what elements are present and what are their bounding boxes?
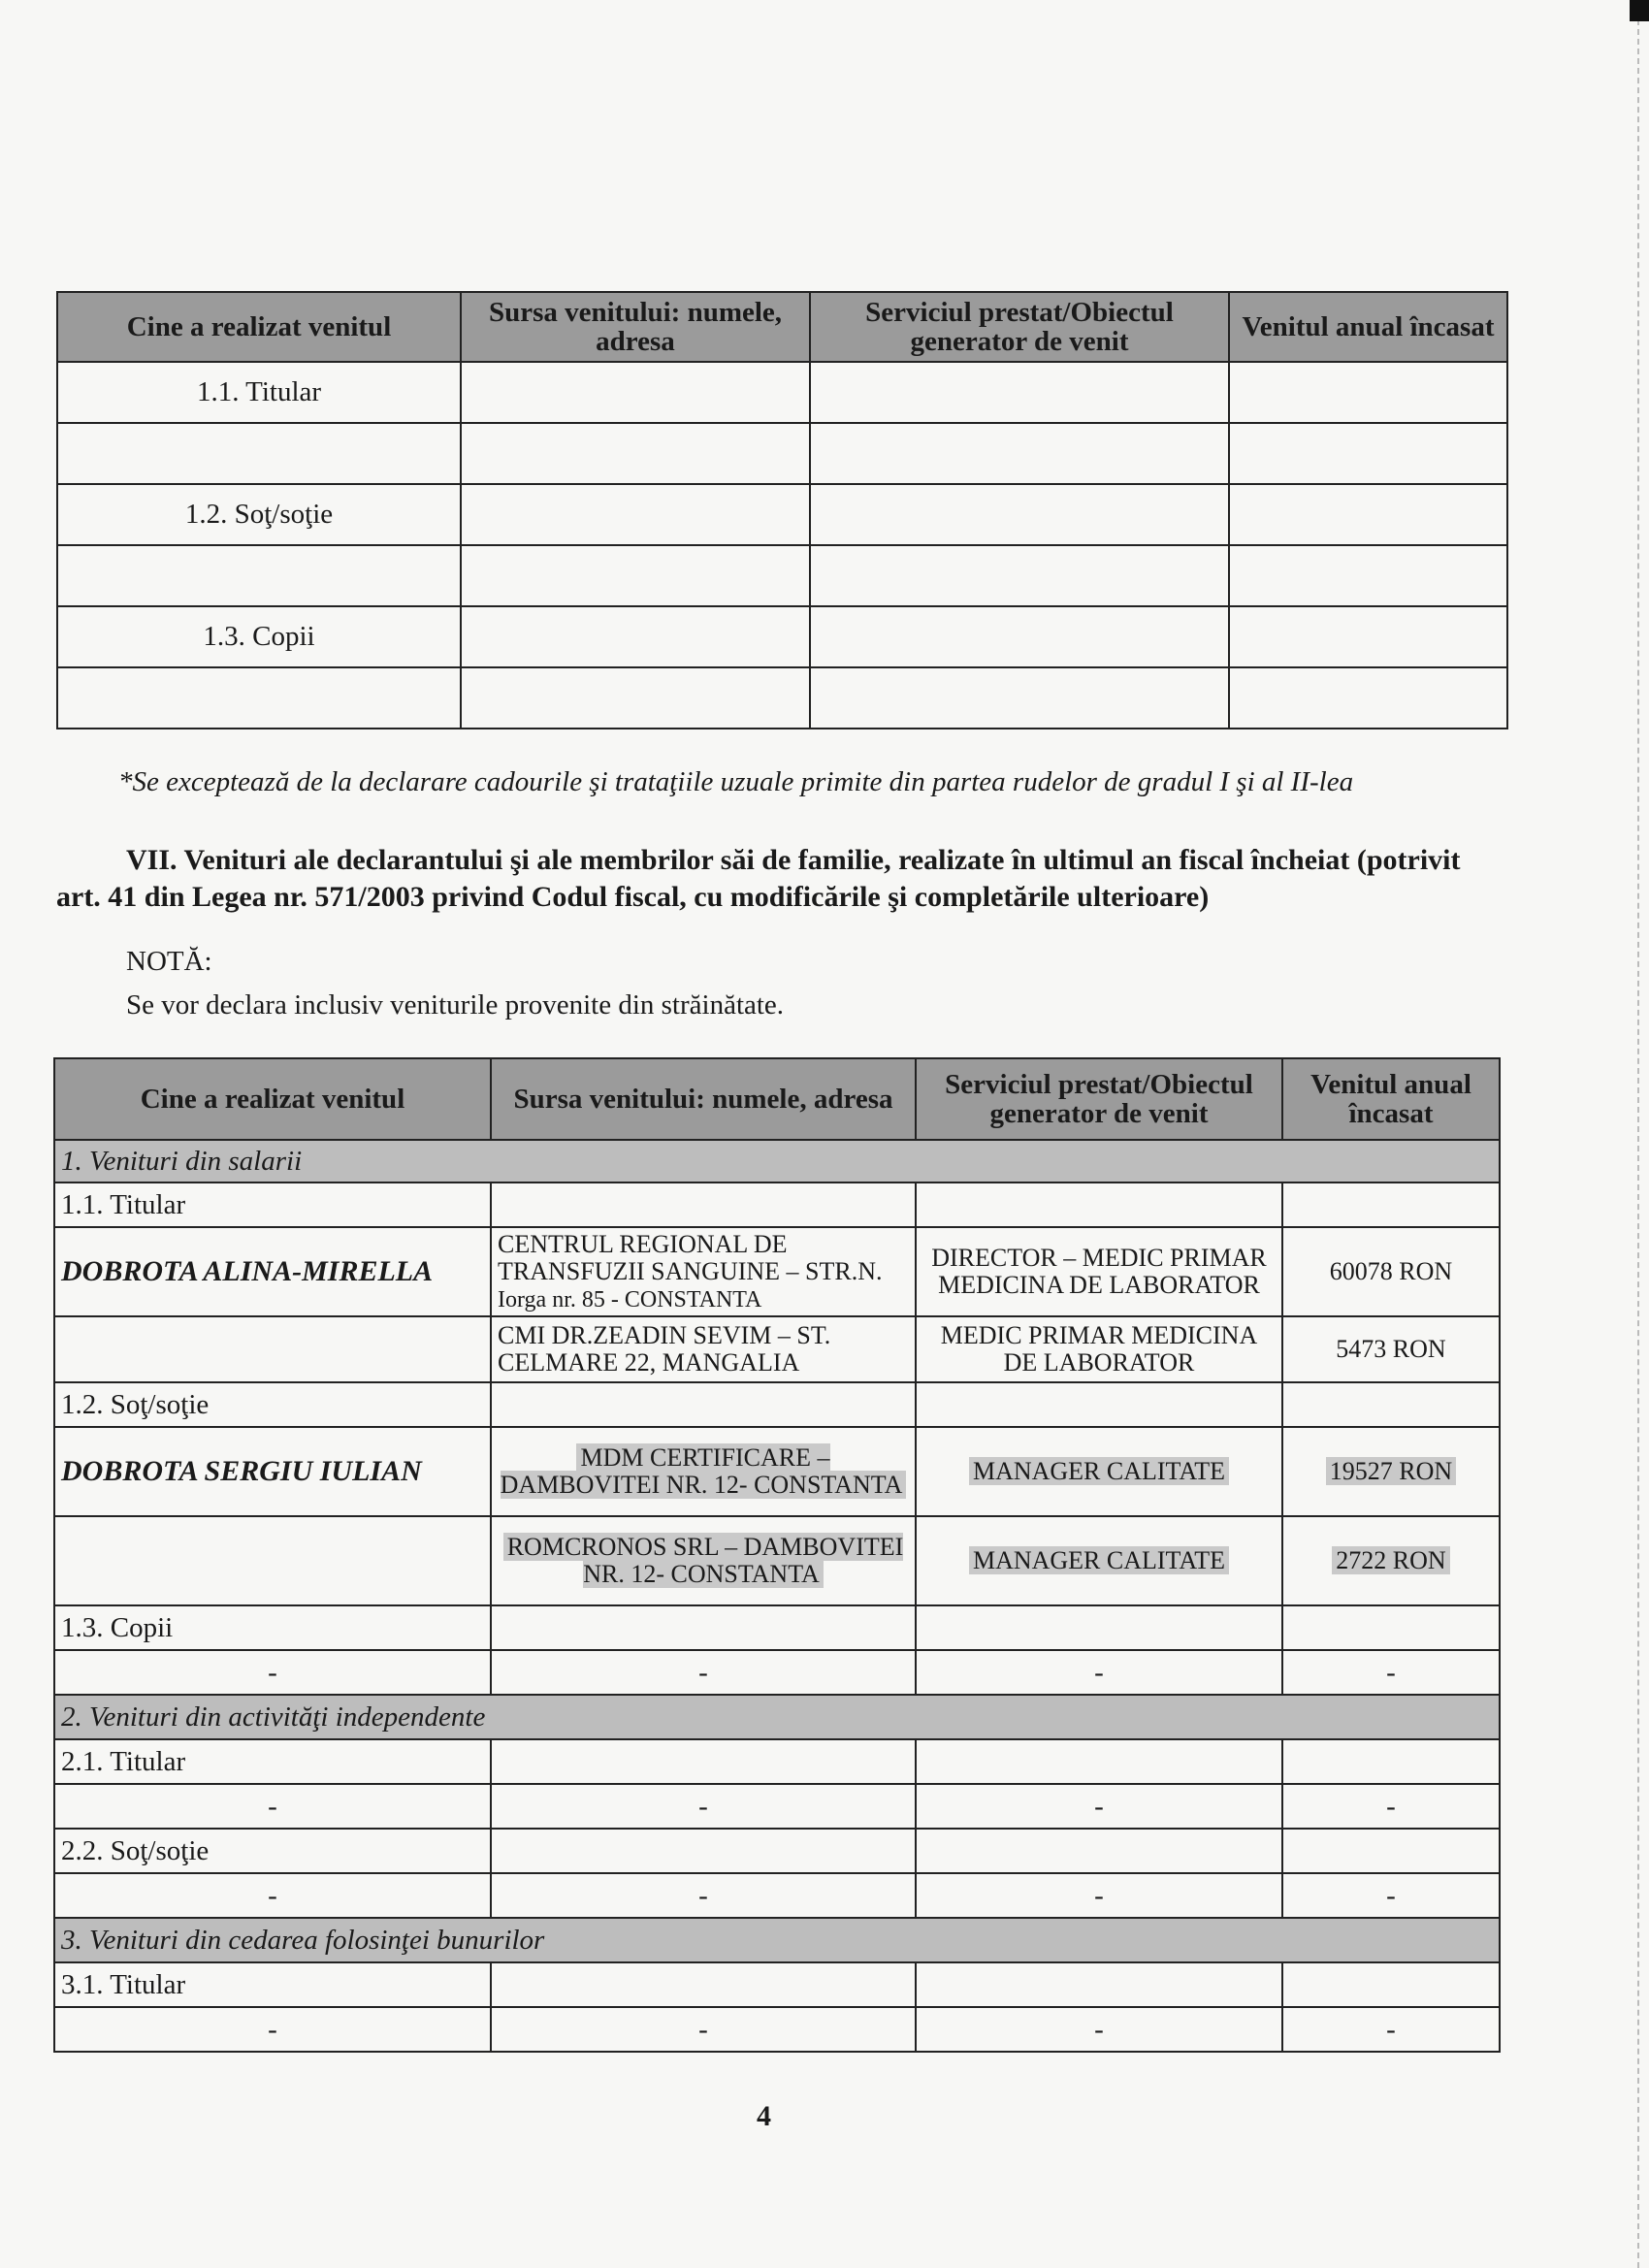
section-heading-text: VII. Venituri ale declarantului şi ale membrilor săi de familie, realizate în ultimul an fiscal încheiat (potrivit art. 41 din Legea nr. 571/2003 privind Codul fiscal, cu modificările şi completările ulterioare)	[56, 844, 1461, 913]
section-row	[54, 1918, 1500, 1962]
row-label: 2.1. Titular	[54, 1739, 491, 1784]
nota-title: NOTĂ:	[126, 946, 212, 977]
income-amount: 2722 RON	[1282, 1516, 1500, 1605]
scan-mark	[1630, 0, 1649, 21]
row-label: 1.3. Copii	[57, 606, 461, 667]
table-row	[57, 423, 1507, 484]
titular-name: DOBROTA ALINA-MIRELLA	[54, 1227, 491, 1316]
row-label: 3.1. Titular	[54, 1962, 491, 2007]
table-row: - - - -	[54, 1873, 1500, 1918]
table-row	[54, 1605, 1500, 1650]
table-row	[54, 1427, 1500, 1516]
table-row	[54, 1382, 1500, 1427]
income-amount: 19527 RON	[1282, 1427, 1500, 1516]
gifts-table	[56, 291, 1508, 729]
table-row	[57, 362, 1507, 423]
table-row	[54, 1962, 1500, 2007]
section-row	[54, 1140, 1500, 1183]
income-amount: 5473 RON	[1282, 1316, 1500, 1382]
table-row	[57, 606, 1507, 667]
spouse-name: DOBROTA SERGIU IULIAN	[54, 1427, 491, 1516]
table-row: - - - -	[54, 2007, 1500, 2052]
header-who: Cine a realizat venitul	[57, 292, 461, 362]
income-service: MANAGER CALITATE	[916, 1427, 1282, 1516]
header-service: Serviciul prestat/Obiectul generator de venit	[810, 292, 1229, 362]
page-number: 4	[757, 2100, 771, 2132]
gift-exception-note: *Se exceptează de la declarare cadourile şi trataţiile uzuale primite din partea rudelor de gradul I şi al II-lea	[118, 766, 1354, 797]
table-row	[57, 545, 1507, 606]
income-service: MEDIC PRIMAR MEDICINA DE LABORATOR	[916, 1316, 1282, 1382]
income-table	[53, 1057, 1501, 2053]
section-independent: 2. Venituri din activităţi independente	[54, 1695, 1500, 1739]
table-row: - - - -	[54, 1650, 1500, 1695]
income-service: DIRECTOR – MEDIC PRIMAR MEDICINA DE LABORATOR	[916, 1227, 1282, 1316]
table-row	[54, 1516, 1500, 1605]
table-header-row	[54, 1058, 1500, 1140]
table-row	[57, 667, 1507, 729]
table-row	[57, 484, 1507, 545]
table-row	[54, 1316, 1500, 1382]
section-row	[54, 1695, 1500, 1739]
nota-text: Se vor declara inclusiv veniturile provenite din străinătate.	[126, 989, 785, 1021]
row-label: 1.1. Titular	[54, 1183, 491, 1227]
table-row	[54, 1739, 1500, 1784]
row-label: 1.2. Soţ/soţie	[57, 484, 461, 545]
table-row	[54, 1829, 1500, 1873]
section-salaries: 1. Venituri din salarii	[54, 1140, 1500, 1183]
row-label: 2.2. Soţ/soţie	[54, 1829, 491, 1873]
income-source: MDM CERTIFICARE – DAMBOVITEI NR. 12- CONSTANTA	[491, 1427, 916, 1516]
header-source: Sursa venitului: numele, adresa	[461, 292, 810, 362]
table-row	[54, 1227, 1500, 1316]
header-source: Sursa venitului: numele, adresa	[491, 1058, 916, 1140]
income-source: ROMCRONOS SRL – DAMBOVITEI NR. 12- CONSTANTA	[491, 1516, 916, 1605]
header-income: Venitul anual încasat	[1229, 292, 1507, 362]
scan-edge	[1637, 0, 1649, 2268]
row-label: 1.1. Titular	[57, 362, 461, 423]
income-source: CMI DR.ZEADIN SEVIM – ST. CELMARE 22, MANGALIA	[491, 1316, 916, 1382]
income-service: MANAGER CALITATE	[916, 1516, 1282, 1605]
header-service: Serviciul prestat/Obiectul generator de venit	[916, 1058, 1282, 1140]
section-heading	[56, 842, 1511, 916]
income-source: CENTRUL REGIONAL DE TRANSFUZII SANGUINE – STR.N. Iorga nr. 85 - CONSTANTA	[491, 1227, 916, 1316]
table-row	[54, 1183, 1500, 1227]
income-amount: 60078 RON	[1282, 1227, 1500, 1316]
header-who: Cine a realizat venitul	[54, 1058, 491, 1140]
table-header-row	[57, 292, 1507, 362]
table-row: - - - -	[54, 1784, 1500, 1829]
header-income: Venitul anual încasat	[1282, 1058, 1500, 1140]
row-label: 1.3. Copii	[54, 1605, 491, 1650]
row-label: 1.2. Soţ/soţie	[54, 1382, 491, 1427]
section-property-use: 3. Venituri din cedarea folosinţei bunurilor	[54, 1918, 1500, 1962]
